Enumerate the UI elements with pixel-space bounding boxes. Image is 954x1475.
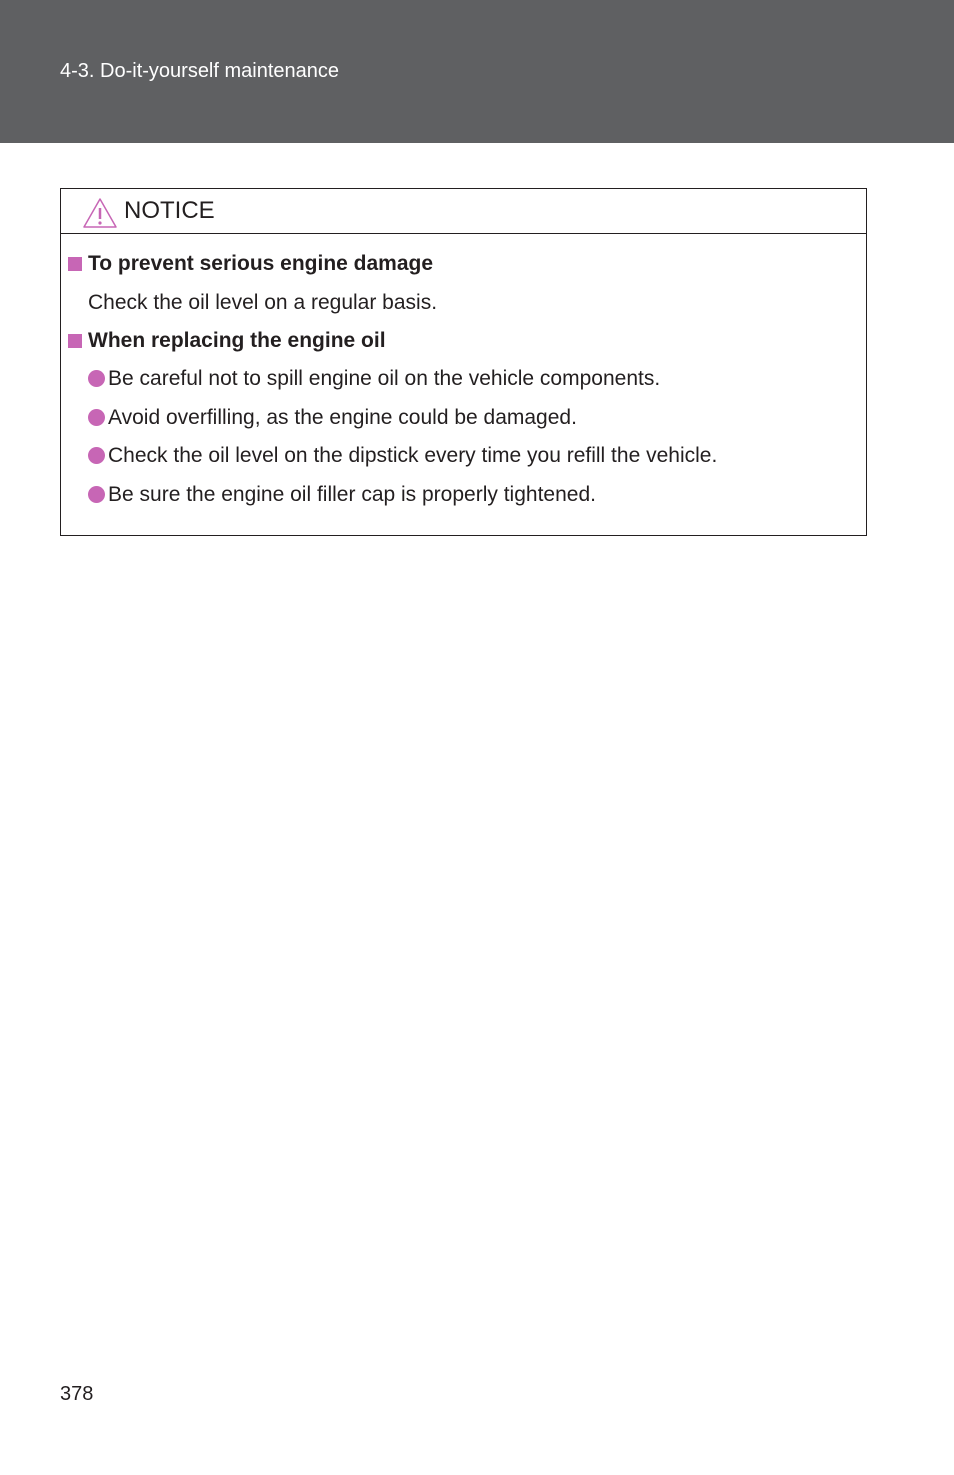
notice-header — [61, 189, 866, 234]
round-bullet-icon — [88, 409, 105, 426]
square-bullet-icon — [68, 257, 82, 271]
section-heading: To prevent serious engine damage — [88, 252, 434, 275]
page-header — [0, 0, 954, 143]
list-item: Avoid overfilling, as the engine could be damaged. — [108, 406, 577, 429]
section-text: Check the oil level on a regular basis. — [88, 291, 438, 314]
notice-box — [60, 188, 867, 536]
list-item: Check the oil level on the dipstick every time you refill the vehicle. — [108, 444, 718, 467]
round-bullet-icon — [88, 447, 105, 464]
section-heading: When replacing the engine oil — [88, 329, 386, 352]
list-item: Be sure the engine oil filler cap is properly tightened. — [108, 483, 596, 506]
page-number: 378 — [60, 1383, 94, 1405]
warning-triangle-icon — [82, 197, 118, 229]
list-item: Be careful not to spill engine oil on the vehicle components. — [108, 367, 661, 390]
section-title: 4-3. Do-it-yourself maintenance — [60, 60, 340, 82]
round-bullet-icon — [88, 486, 105, 503]
square-bullet-icon — [68, 334, 82, 348]
round-bullet-icon — [88, 370, 105, 387]
notice-title: NOTICE — [124, 197, 215, 224]
